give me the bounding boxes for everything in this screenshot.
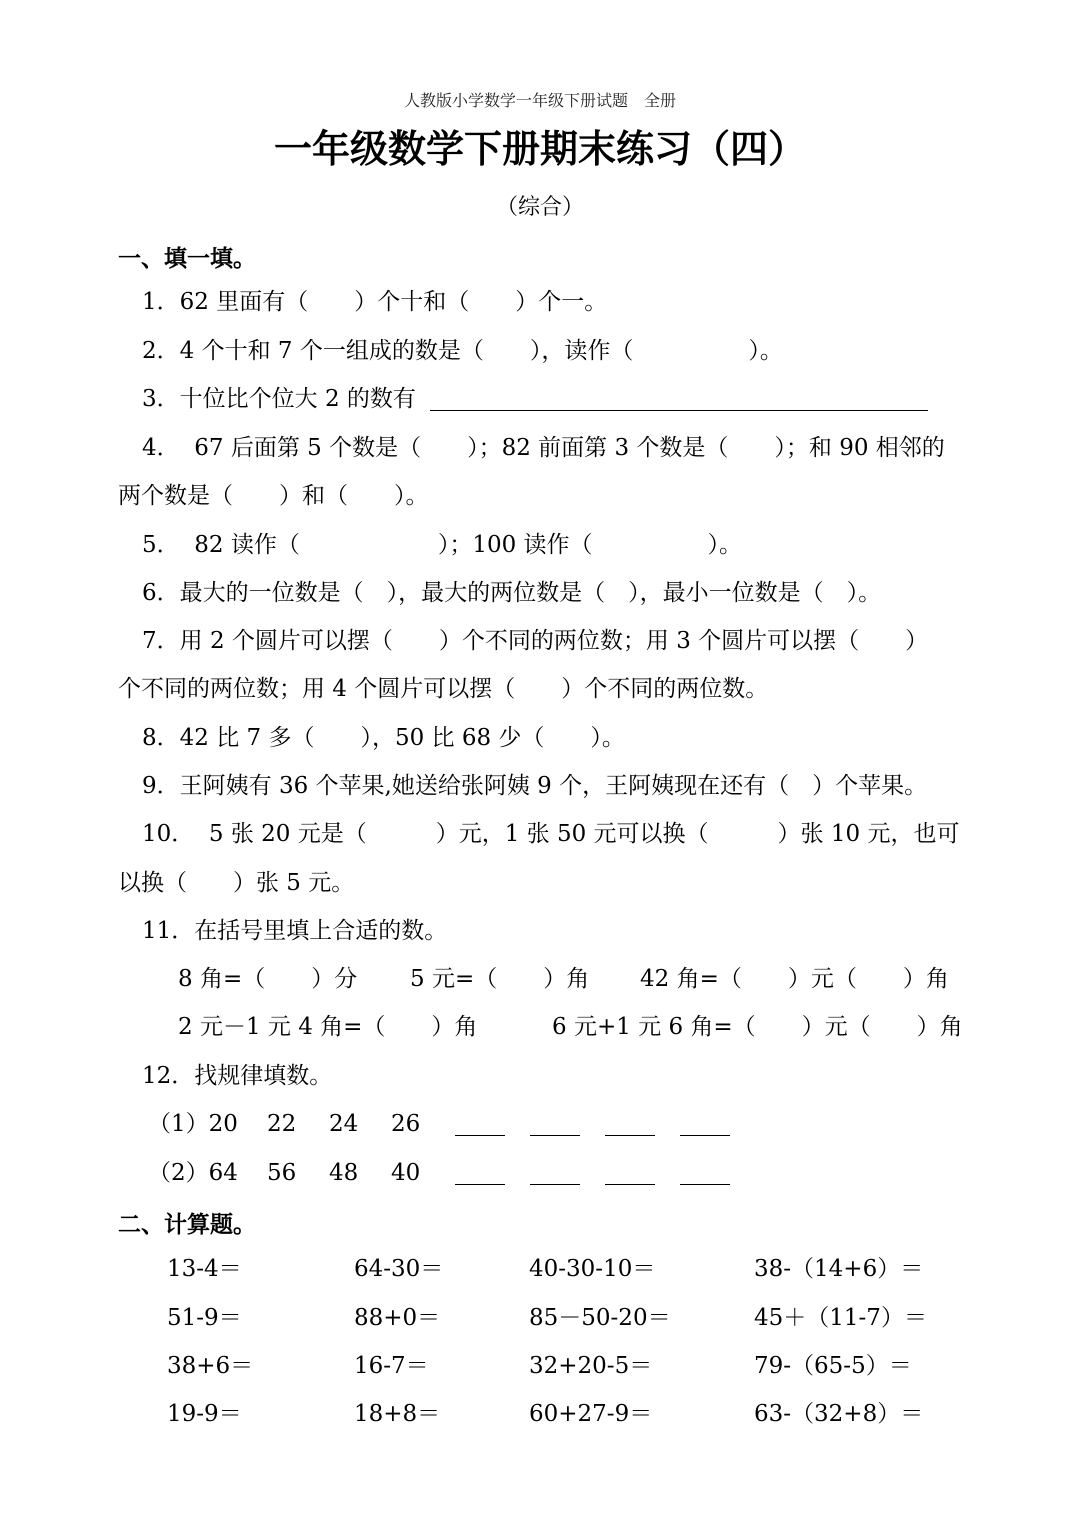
question-9: 9．王阿姨有 36 个苹果,她送给张阿姨 9 个，王阿姨现在还有（ ）个苹果。 <box>142 773 928 799</box>
page-header <box>0 88 1080 111</box>
page-title: 一年级数学下册期末练习（四） <box>273 127 806 171</box>
question-2: 2．4 个十和 7 个一组成的数是（ ），读作（ ）。 <box>142 338 783 364</box>
calc-problem: 63-（32+8）＝ <box>754 1401 924 1427</box>
calc-problem: 38+6＝ <box>167 1353 254 1379</box>
calc-problem: 19-9＝ <box>167 1401 242 1427</box>
sequence-1-blank <box>530 1135 580 1136</box>
sequence-2-blank <box>530 1184 580 1185</box>
calc-problem: 85－50-20＝ <box>529 1305 671 1331</box>
question-8: 8．42 比 7 多（ ），50 比 68 少（ ）。 <box>142 725 625 751</box>
sequence-2-blank <box>455 1184 505 1185</box>
sequence-2-number: 56 <box>267 1160 297 1186</box>
q11-item-1: 8 角=（ ）分 <box>178 966 358 992</box>
calc-problem: 32+20-5＝ <box>529 1353 653 1379</box>
question-7-line1: 7．用 2 个圆片可以摆（ ）个不同的两位数；用 3 个圆片可以摆（ ） <box>142 628 929 654</box>
question-4-line1: 4． 67 后面第 5 个数是（ ）；82 前面第 3 个数是（ ）；和 90 相邻的 <box>142 435 945 461</box>
sequence-1-blank <box>680 1135 730 1136</box>
calc-problem: 13-4＝ <box>167 1256 242 1282</box>
series-label: 人教版小学数学一年级下册试题 <box>403 91 628 110</box>
question-4-line2: 两个数是（ ）和（ ）。 <box>118 483 429 509</box>
question-10-line2: 以换（ ）张 5 元。 <box>118 870 355 896</box>
calc-problem: 60+27-9＝ <box>529 1401 653 1427</box>
sequence-1-blank <box>605 1135 655 1136</box>
sequence-1-number: 24 <box>329 1111 359 1137</box>
sequence-1-number: 22 <box>267 1111 297 1137</box>
q11-item-2: 5 元=（ ）角 <box>410 966 590 992</box>
calc-problem: 45＋（11-7）＝ <box>754 1305 927 1331</box>
sequence-2-blank <box>680 1184 730 1185</box>
sequence-1-number: 26 <box>391 1111 421 1137</box>
question-10-line1: 10． 5 张 20 元是（ ）元，1 张 50 元可以换（ ）张 10 元，也可 <box>142 821 960 847</box>
volume-label: 全册 <box>644 91 677 110</box>
q11-item-5: 6 元+1 元 6 角=（ ）元（ ）角 <box>552 1014 963 1040</box>
calc-problem: 16-7＝ <box>354 1353 429 1379</box>
sequence-1-blank <box>455 1135 505 1136</box>
sequence-2-label: （2）64 <box>148 1160 238 1186</box>
calc-problem: 40-30-10＝ <box>529 1256 656 1282</box>
question-1: 1．62 里面有（ ）个十和（ ）个一。 <box>142 289 608 315</box>
calc-problem: 88+0＝ <box>354 1305 441 1331</box>
calc-problem: 38-（14+6）＝ <box>754 1256 924 1282</box>
sequence-1-label: （1）20 <box>148 1111 238 1137</box>
question-3: 3．十位比个位大 2 的数有 <box>142 386 416 412</box>
question-12: 12．找规律填数。 <box>142 1063 333 1089</box>
q11-item-4: 2 元－1 元 4 角=（ ）角 <box>178 1014 478 1040</box>
section2-heading: 二、计算题。 <box>118 1212 256 1238</box>
sequence-2-number: 48 <box>329 1160 359 1186</box>
calc-problem: 79-（65-5）＝ <box>754 1353 912 1379</box>
calc-problem: 64-30＝ <box>354 1256 444 1282</box>
section1-heading: 一、填一填。 <box>118 246 256 272</box>
sequence-2-number: 40 <box>391 1160 421 1186</box>
q11-item-3: 42 角=（ ）元（ ）角 <box>640 966 949 992</box>
question-5: 5． 82 读作（ ）；100 读作（ ）。 <box>142 532 743 558</box>
calc-problem: 51-9＝ <box>167 1305 242 1331</box>
question-11: 11．在括号里填上合适的数。 <box>142 918 448 944</box>
calc-problem: 18+8＝ <box>354 1401 441 1427</box>
page-subtitle: （综合） <box>495 195 584 220</box>
question-7-line2: 个不同的两位数；用 4 个圆片可以摆（ ）个不同的两位数。 <box>118 676 769 702</box>
answer-line-q3 <box>430 410 928 411</box>
question-6: 6．最大的一位数是（ ），最大的两位数是（ ），最小一位数是（ ）。 <box>142 580 882 606</box>
sequence-2-blank <box>605 1184 655 1185</box>
